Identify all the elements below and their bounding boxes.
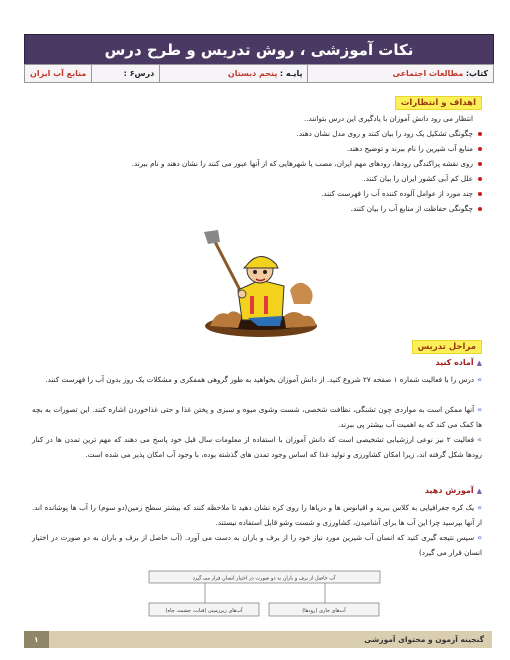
lesson-topic-cell [25, 65, 91, 82]
arrow-bullet-icon: » [477, 405, 482, 414]
teach-item: »سپس نتیجه گیری کنید که انسان آب شیرین مورد نیاز خود را از برف و باران به دست می آورد. (آب حاصل از برف و باران به دو صورت در اختیار انسان قرار می گیرد) [32, 533, 482, 557]
water-sources-diagram [147, 569, 382, 619]
teach-heading: ▲ آموزش دهید [424, 486, 482, 495]
arrow-bullet-icon: » [477, 435, 482, 444]
diagram-left-text: آب‌های زیرزمینی (قنات، چشمه، چاه) [165, 608, 243, 614]
lesson-label: درس۶ : [123, 69, 155, 78]
diagram-top-text: آب حاصل از برف و باران به دو صورت در اختیار انسان قرار می گیرد [192, 575, 336, 582]
book-value: مطالعات اجتماعی [392, 69, 464, 78]
grade-value: پنجم دبستان [227, 69, 278, 78]
page-title: نکات آموزشی ، روش تدریس و طرح درس [104, 40, 414, 59]
triangle-icon: ▲ [476, 358, 482, 367]
goal-item: چگونگی تشکیل یک رود را بیان کنند و روی مدل نشان دهند. [32, 126, 482, 141]
goals-label: اهداف و انتظارات [395, 96, 482, 110]
page-number: ۱ [24, 631, 49, 648]
arrow-bullet-icon: » [477, 503, 482, 512]
teach-item: »یک کره جغرافیایی به کلاس ببرید و اقیانوس ها و دریاها را روی کره نشان دهید تا ملاحظه کنند که بیشتر سطح زمین(دو سوم) را آب ها پوشانده اند. از آنها بپرسید چرا این آب ها برای آشامیدن، کشاورزی و شست وشو قابل استفاده نیستند. [32, 503, 482, 527]
goal-item: روی نقشه پراکندگی رودها، رودهای مهم ایران، مصب یا شهرهایی که از آنها عبور می کنند را نشان دهند و نام ببرند. [32, 156, 482, 171]
digger-illustration [198, 230, 324, 340]
footer-title: گنجینه آزمون و محتوای آموزشی [364, 635, 484, 644]
prepare-item: »فعالیت ۲ نیز نوعی ارزشیابی تشخیصی است که دانش آموزان با استفاده از معلومات سال قبل خود پاسخ می دهند که مهم ترین تمدن ها در کنار رودها شکل گرفته اند، زیرا امکان کشاورزی و تولید غذا که اساس وجود تمدن های گذشته بوده، با وجود آب امکان پذیر می شده است. [32, 435, 482, 459]
page-header [24, 34, 494, 65]
arrow-bullet-icon: » [477, 533, 482, 542]
prepare-item: »آنها ممکن است به مواردی چون تشنگی، نظافت شخصی، شست وشوی میوه و سبزی و پختن غذا و حتی غذاخوردن اشاره کنند. این تصورات به بچه ها کمک می کند که به اهمیت آب بیشتر پی ببرند. [32, 405, 482, 429]
grade-label: پایـه : [279, 69, 303, 78]
stages-label: مراحل تدریس [412, 340, 482, 354]
page-footer [24, 631, 492, 648]
diagram-right-text: آب‌های جاری (رودها) [302, 608, 346, 614]
grade-cell [159, 65, 307, 82]
book-cell [307, 65, 493, 82]
goals-list [32, 111, 482, 216]
goal-item: چگونگی حفاظت از منابع آب را بیان کنند. [32, 201, 482, 216]
book-label: کتاب: [465, 69, 488, 78]
lesson-value: منابع آب ایران [30, 69, 87, 78]
goal-item: منابع آب شیرین را نام ببرند و توضیح دهند. [32, 141, 482, 156]
triangle-icon: ▲ [476, 486, 482, 495]
lesson-cell [91, 65, 159, 82]
prepare-item: »درس را با فعالیت شماره ۱ صفحه ۲۷ شروع کنید. از دانش آموزان بخواهید به طور گروهی همفکری و مشکلات یک روز بدون آب را فهرست کنند. [45, 375, 482, 384]
lesson-info-bar [24, 64, 494, 83]
goals-intro: انتظار می رود دانش آموزان با یادگیری این درس بتوانند.. [303, 114, 473, 123]
goal-item: علل کم آبی کشور ایران را بیان کنند. [32, 171, 482, 186]
prepare-heading: ▲ آماده کنید [435, 358, 482, 367]
goal-item: چند مورد از عوامل آلوده کننده آب را فهرست کنند. [32, 186, 482, 201]
arrow-bullet-icon: » [477, 375, 482, 384]
